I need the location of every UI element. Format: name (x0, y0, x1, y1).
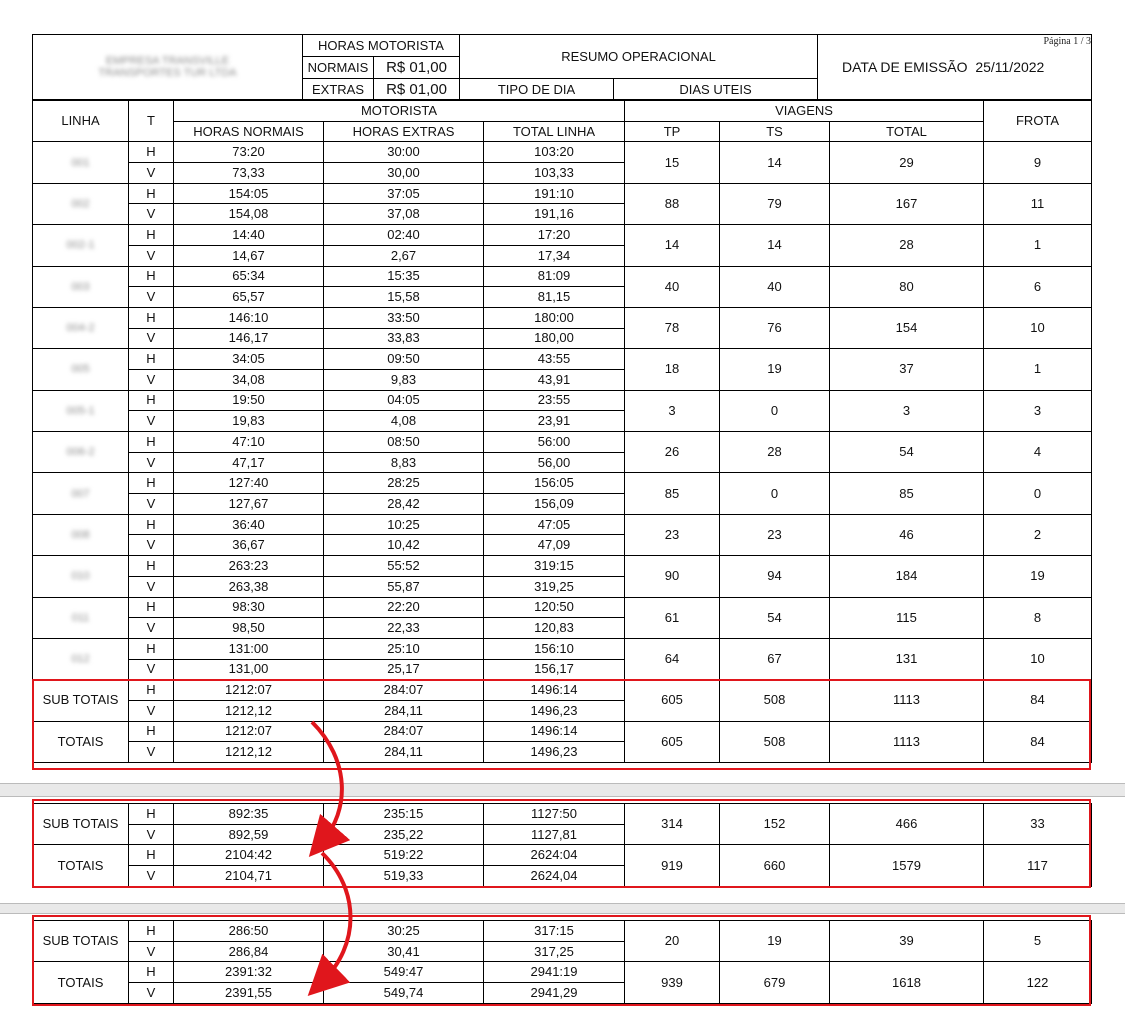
extras-label: EXTRAS (303, 79, 374, 100)
viagens-total-value: 1113 (830, 680, 984, 721)
ts-value: 76 (720, 307, 830, 348)
row-label: 011 (33, 597, 129, 638)
tp-value: 64 (625, 638, 720, 679)
report-page-2 (0, 796, 1125, 904)
tp-value: 605 (625, 721, 720, 762)
horas-normais-value: 73,33 (174, 163, 324, 184)
total-linha-value: 156:10 (484, 638, 625, 659)
viagens-total-value: 28 (830, 225, 984, 266)
tp-value: 40 (625, 266, 720, 307)
horas-normais-value: 14:40 (174, 225, 324, 246)
normais-value: R$ 01,00 (374, 57, 460, 79)
frota-value: 11 (984, 183, 1092, 224)
horas-normais-value: 98:30 (174, 597, 324, 618)
horas-extras-value: 519:22 (324, 845, 484, 866)
type-h: H (129, 962, 174, 983)
row-label: 001 (33, 142, 129, 183)
horas-extras-value: 25:10 (324, 638, 484, 659)
tp-value: 20 (625, 921, 720, 962)
row-label: 007 (33, 473, 129, 514)
ts-value: 152 (720, 804, 830, 845)
frota-value: 33 (984, 804, 1092, 845)
ts-value: 67 (720, 638, 830, 679)
total-linha-value: 156,17 (484, 659, 625, 680)
type-h: H (129, 597, 174, 618)
frota-value: 0 (984, 473, 1092, 514)
ts-value: 79 (720, 183, 830, 224)
company-name: EMPRESA TRANSVILLE TRANSPORTES TUR LTDA (33, 35, 303, 100)
row-label: SUB TOTAIS (33, 921, 129, 962)
table-row (33, 142, 1092, 163)
type-v: V (129, 163, 174, 184)
col-t: T (129, 101, 174, 142)
viagens-total-value: 1579 (830, 845, 984, 886)
horas-extras-value: 04:05 (324, 390, 484, 411)
tp-value: 90 (625, 556, 720, 597)
subtotal-row (33, 680, 1092, 701)
viagens-total-value: 37 (830, 349, 984, 390)
emission-date-value: 25/11/2022 (975, 59, 1045, 75)
ts-value: 508 (720, 721, 830, 762)
tp-value: 88 (625, 183, 720, 224)
emission-date-label: DATA DE EMISSÃO (842, 59, 968, 75)
horas-normais-value: 1212:07 (174, 680, 324, 701)
horas-normais-value: 65:34 (174, 266, 324, 287)
horas-normais-value: 65,57 (174, 287, 324, 308)
horas-extras-value: 37,08 (324, 204, 484, 225)
horas-extras-value: 02:40 (324, 225, 484, 246)
horas-normais-value: 19,83 (174, 411, 324, 432)
type-v: V (129, 941, 174, 962)
table-row (33, 556, 1092, 577)
col-tp: TP (625, 121, 720, 142)
tp-value: 26 (625, 432, 720, 473)
horas-extras-value: 30,00 (324, 163, 484, 184)
tp-value: 939 (625, 962, 720, 1003)
horas-normais-value: 286,84 (174, 941, 324, 962)
table-row (33, 390, 1092, 411)
horas-extras-value: 55:52 (324, 556, 484, 577)
row-label: 005-1 (33, 390, 129, 431)
ts-value: 14 (720, 225, 830, 266)
table-row (33, 225, 1092, 246)
horas-normais-value: 34,08 (174, 369, 324, 390)
col-horas-extras: HORAS EXTRAS (324, 121, 484, 142)
row-label: 002 (33, 183, 129, 224)
type-v: V (129, 245, 174, 266)
total-linha-value: 120:50 (484, 597, 625, 618)
horas-extras-value: 284:07 (324, 680, 484, 701)
ts-value: 14 (720, 142, 830, 183)
horas-extras-value: 235,22 (324, 824, 484, 845)
horas-extras-value: 15,58 (324, 287, 484, 308)
horas-normais-value: 47:10 (174, 432, 324, 453)
horas-normais-value: 2104,71 (174, 866, 324, 887)
horas-extras-value: 22,33 (324, 618, 484, 639)
frota-value: 3 (984, 390, 1092, 431)
row-label: SUB TOTAIS (33, 680, 129, 721)
total-linha-value: 2624:04 (484, 845, 625, 866)
total-linha-value: 43:55 (484, 349, 625, 370)
total-linha-value: 180:00 (484, 307, 625, 328)
frota-value: 10 (984, 638, 1092, 679)
frota-value: 9 (984, 142, 1092, 183)
row-label: 008 (33, 514, 129, 555)
horas-extras-value: 284:07 (324, 721, 484, 742)
type-v: V (129, 494, 174, 515)
horas-extras-value: 22:20 (324, 597, 484, 618)
horas-extras-value: 08:50 (324, 432, 484, 453)
ts-value: 28 (720, 432, 830, 473)
table-row (33, 432, 1092, 453)
horas-normais-value: 131:00 (174, 638, 324, 659)
total-linha-value: 156,09 (484, 494, 625, 515)
tp-value: 314 (625, 804, 720, 845)
ts-value: 40 (720, 266, 830, 307)
ts-value: 54 (720, 597, 830, 638)
row-label: 005 (33, 349, 129, 390)
total-linha-value: 47,09 (484, 535, 625, 556)
horas-normais-value: 127:40 (174, 473, 324, 494)
type-v: V (129, 866, 174, 887)
table-row (33, 349, 1092, 370)
type-v: V (129, 204, 174, 225)
total-linha-value: 23:55 (484, 390, 625, 411)
viagens-total-value: 1113 (830, 721, 984, 762)
emission-date (818, 35, 1092, 100)
col-total-linha: TOTAL LINHA (484, 121, 625, 142)
type-v: V (129, 535, 174, 556)
total-linha-value: 56:00 (484, 432, 625, 453)
horas-normais-value: 154:05 (174, 183, 324, 204)
table-row (33, 307, 1092, 328)
frota-value: 1 (984, 349, 1092, 390)
horas-normais-value: 34:05 (174, 349, 324, 370)
type-v: V (129, 452, 174, 473)
total-linha-value: 191,16 (484, 204, 625, 225)
type-v: V (129, 287, 174, 308)
tp-value: 605 (625, 680, 720, 721)
horas-normais-value: 263:23 (174, 556, 324, 577)
horas-normais-value: 2104:42 (174, 845, 324, 866)
horas-normais-value: 36,67 (174, 535, 324, 556)
viagens-total-value: 85 (830, 473, 984, 514)
total-linha-value: 23,91 (484, 411, 625, 432)
horas-normais-value: 892:35 (174, 804, 324, 825)
type-h: H (129, 266, 174, 287)
horas-extras-value: 9,83 (324, 369, 484, 390)
type-h: H (129, 307, 174, 328)
horas-normais-value: 127,67 (174, 494, 324, 515)
horas-extras-value: 28:25 (324, 473, 484, 494)
row-label: 003 (33, 266, 129, 307)
type-h: H (129, 721, 174, 742)
total-linha-value: 1127:50 (484, 804, 625, 825)
viagens-total-value: 115 (830, 597, 984, 638)
tipo-dia-value: DIAS UTEIS (614, 79, 818, 100)
ts-value: 660 (720, 845, 830, 886)
ts-value: 23 (720, 514, 830, 555)
viagens-total-value: 29 (830, 142, 984, 183)
report-header (32, 34, 1092, 100)
table-row (33, 514, 1092, 535)
horas-normais-value: 1212,12 (174, 700, 324, 721)
tipo-dia-label: TIPO DE DIA (460, 79, 614, 100)
horas-normais-value: 1212,12 (174, 742, 324, 763)
horas-extras-value: 8,83 (324, 452, 484, 473)
viagens-total-value: 184 (830, 556, 984, 597)
row-label: TOTAIS (33, 962, 129, 1003)
total-linha-value: 56,00 (484, 452, 625, 473)
horas-extras-value: 30:25 (324, 921, 484, 942)
operations-table (32, 100, 1092, 763)
row-label: TOTAIS (33, 845, 129, 886)
type-h: H (129, 638, 174, 659)
frota-value: 5 (984, 921, 1092, 962)
row-label: 004-2 (33, 307, 129, 348)
horas-normais-value: 14,67 (174, 245, 324, 266)
total-linha-value: 43,91 (484, 369, 625, 390)
horas-normais-value: 154,08 (174, 204, 324, 225)
type-h: H (129, 804, 174, 825)
report-page-3 (0, 913, 1125, 1028)
type-h: H (129, 349, 174, 370)
horas-normais-value: 73:20 (174, 142, 324, 163)
tp-value: 919 (625, 845, 720, 886)
total-linha-value: 81:09 (484, 266, 625, 287)
type-v: V (129, 411, 174, 432)
total-linha-value: 47:05 (484, 514, 625, 535)
ts-value: 19 (720, 921, 830, 962)
type-h: H (129, 473, 174, 494)
viagens-total-value: 131 (830, 638, 984, 679)
viagens-total-value: 46 (830, 514, 984, 555)
type-v: V (129, 576, 174, 597)
tp-value: 61 (625, 597, 720, 638)
type-h: H (129, 921, 174, 942)
horas-extras-value: 4,08 (324, 411, 484, 432)
horas-normais-value: 286:50 (174, 921, 324, 942)
horas-motorista-label: HORAS MOTORISTA (303, 35, 460, 57)
type-h: H (129, 432, 174, 453)
type-h: H (129, 225, 174, 246)
total-linha-value: 103:20 (484, 142, 625, 163)
tp-value: 78 (625, 307, 720, 348)
tp-value: 14 (625, 225, 720, 266)
horas-extras-value: 2,67 (324, 245, 484, 266)
type-v: V (129, 983, 174, 1004)
frota-value: 10 (984, 307, 1092, 348)
col-total: TOTAL (830, 121, 984, 142)
frota-value: 8 (984, 597, 1092, 638)
tp-value: 23 (625, 514, 720, 555)
horas-extras-value: 28,42 (324, 494, 484, 515)
total-row (33, 962, 1092, 983)
type-h: H (129, 680, 174, 701)
type-v: V (129, 824, 174, 845)
col-viagens: VIAGENS (625, 101, 984, 122)
horas-normais-value: 263,38 (174, 576, 324, 597)
col-ts: TS (720, 121, 830, 142)
horas-normais-value: 892,59 (174, 824, 324, 845)
horas-extras-value: 235:15 (324, 804, 484, 825)
horas-extras-value: 10:25 (324, 514, 484, 535)
total-linha-value: 1496:14 (484, 680, 625, 701)
total-linha-value: 1496,23 (484, 700, 625, 721)
horas-normais-value: 47,17 (174, 452, 324, 473)
horas-extras-value: 284,11 (324, 742, 484, 763)
total-linha-value: 319:15 (484, 556, 625, 577)
tp-value: 3 (625, 390, 720, 431)
row-label: SUB TOTAIS (33, 804, 129, 845)
type-h: H (129, 845, 174, 866)
type-v: V (129, 369, 174, 390)
total-linha-value: 2941,29 (484, 983, 625, 1004)
total-linha-value: 1496,23 (484, 742, 625, 763)
total-linha-value: 180,00 (484, 328, 625, 349)
extras-value: R$ 01,00 (374, 79, 460, 100)
frota-value: 2 (984, 514, 1092, 555)
row-label: 012 (33, 638, 129, 679)
total-linha-value: 1127,81 (484, 824, 625, 845)
horas-normais-value: 2391,55 (174, 983, 324, 1004)
total-linha-value: 81,15 (484, 287, 625, 308)
row-label: 002-1 (33, 225, 129, 266)
page-3-totals-table (32, 920, 1092, 1004)
subtotal-row (33, 804, 1092, 825)
horas-extras-value: 09:50 (324, 349, 484, 370)
horas-normais-value: 146:10 (174, 307, 324, 328)
tp-value: 85 (625, 473, 720, 514)
horas-normais-value: 131,00 (174, 659, 324, 680)
total-linha-value: 2624,04 (484, 866, 625, 887)
type-h: H (129, 183, 174, 204)
viagens-total-value: 39 (830, 921, 984, 962)
frota-value: 1 (984, 225, 1092, 266)
normais-label: NORMAIS (303, 57, 374, 79)
horas-normais-value: 146,17 (174, 328, 324, 349)
col-linha: LINHA (33, 101, 129, 142)
frota-value: 19 (984, 556, 1092, 597)
row-label: 006-2 (33, 432, 129, 473)
horas-extras-value: 30,41 (324, 941, 484, 962)
horas-normais-value: 98,50 (174, 618, 324, 639)
total-linha-value: 317:15 (484, 921, 625, 942)
horas-normais-value: 36:40 (174, 514, 324, 535)
subtotal-row (33, 921, 1092, 942)
frota-value: 6 (984, 266, 1092, 307)
total-linha-value: 319,25 (484, 576, 625, 597)
horas-extras-value: 25,17 (324, 659, 484, 680)
table-row (33, 638, 1092, 659)
frota-value: 117 (984, 845, 1092, 886)
page-2-totals-table (32, 803, 1092, 887)
total-linha-value: 17:20 (484, 225, 625, 246)
horas-normais-value: 19:50 (174, 390, 324, 411)
viagens-total-value: 167 (830, 183, 984, 224)
horas-extras-value: 33,83 (324, 328, 484, 349)
tp-value: 18 (625, 349, 720, 390)
ts-value: 0 (720, 390, 830, 431)
table-row (33, 473, 1092, 494)
total-linha-value: 191:10 (484, 183, 625, 204)
viagens-total-value: 80 (830, 266, 984, 307)
horas-extras-value: 549,74 (324, 983, 484, 1004)
type-v: V (129, 659, 174, 680)
total-linha-value: 103,33 (484, 163, 625, 184)
viagens-total-value: 3 (830, 390, 984, 431)
horas-normais-value: 2391:32 (174, 962, 324, 983)
table-row (33, 266, 1092, 287)
frota-value: 122 (984, 962, 1092, 1003)
viagens-total-value: 466 (830, 804, 984, 845)
type-h: H (129, 556, 174, 577)
total-linha-value: 317,25 (484, 941, 625, 962)
horas-extras-value: 15:35 (324, 266, 484, 287)
horas-extras-value: 10,42 (324, 535, 484, 556)
table-row (33, 183, 1092, 204)
horas-extras-value: 37:05 (324, 183, 484, 204)
frota-value: 84 (984, 721, 1092, 762)
ts-value: 679 (720, 962, 830, 1003)
type-h: H (129, 390, 174, 411)
total-linha-value: 156:05 (484, 473, 625, 494)
table-row (33, 597, 1092, 618)
horas-extras-value: 549:47 (324, 962, 484, 983)
type-v: V (129, 742, 174, 763)
horas-normais-value: 1212:07 (174, 721, 324, 742)
col-frota: FROTA (984, 101, 1092, 142)
total-row (33, 721, 1092, 742)
horas-extras-value: 284,11 (324, 700, 484, 721)
frota-value: 84 (984, 680, 1092, 721)
ts-value: 94 (720, 556, 830, 597)
row-label: 010 (33, 556, 129, 597)
col-motorista: MOTORISTA (174, 101, 625, 122)
type-h: H (129, 514, 174, 535)
type-h: H (129, 142, 174, 163)
horas-extras-value: 30:00 (324, 142, 484, 163)
row-label: TOTAIS (33, 721, 129, 762)
type-v: V (129, 618, 174, 639)
total-linha-value: 2941:19 (484, 962, 625, 983)
ts-value: 19 (720, 349, 830, 390)
total-linha-value: 17,34 (484, 245, 625, 266)
tp-value: 15 (625, 142, 720, 183)
horas-extras-value: 33:50 (324, 307, 484, 328)
total-linha-value: 1496:14 (484, 721, 625, 742)
viagens-total-value: 154 (830, 307, 984, 348)
type-v: V (129, 328, 174, 349)
viagens-total-value: 1618 (830, 962, 984, 1003)
frota-value: 4 (984, 432, 1092, 473)
total-row (33, 845, 1092, 866)
viagens-total-value: 54 (830, 432, 984, 473)
col-horas-normais: HORAS NORMAIS (174, 121, 324, 142)
ts-value: 0 (720, 473, 830, 514)
type-v: V (129, 700, 174, 721)
ts-value: 508 (720, 680, 830, 721)
horas-extras-value: 55,87 (324, 576, 484, 597)
page-number: Página 1 / 3 (1043, 36, 1091, 47)
report-title: RESUMO OPERACIONAL (460, 35, 818, 79)
total-linha-value: 120,83 (484, 618, 625, 639)
horas-extras-value: 519,33 (324, 866, 484, 887)
